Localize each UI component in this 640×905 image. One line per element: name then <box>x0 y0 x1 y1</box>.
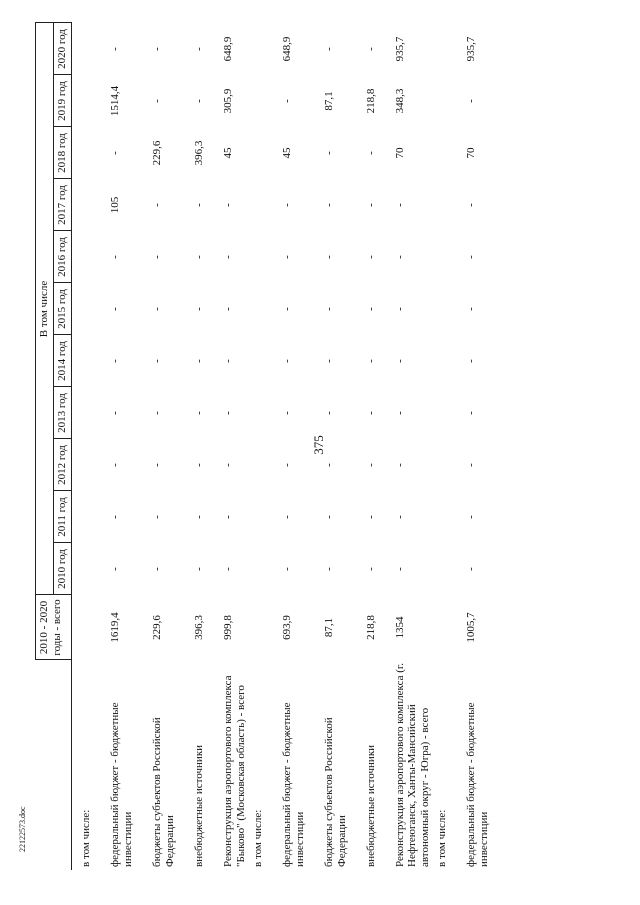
row-value: - <box>465 463 478 467</box>
row-value <box>71 335 94 387</box>
row-value: 70 <box>393 147 406 159</box>
row-value: 648,9 <box>221 36 234 62</box>
row-value: - <box>150 47 163 51</box>
row-value <box>250 23 267 75</box>
table-row <box>250 23 267 870</box>
row-value <box>434 387 451 439</box>
row-value: - <box>393 255 406 259</box>
row-value: 396,3 <box>192 140 205 166</box>
row-label: бюджеты субъектов Российской Федерации <box>322 717 348 867</box>
row-value: 648,9 <box>280 36 293 62</box>
table-row <box>267 23 309 870</box>
investment-table <box>35 22 493 870</box>
row-value: - <box>364 203 377 207</box>
row-value: - <box>108 307 121 311</box>
row-value <box>434 283 451 335</box>
row-label: в том числе: <box>79 809 92 867</box>
row-value: - <box>150 463 163 467</box>
row-value <box>71 127 94 179</box>
row-total: 396,3 <box>192 615 205 640</box>
row-label: федеральный бюджет - бюджетные инвестиции <box>280 702 306 867</box>
row-total: 999,8 <box>221 615 234 640</box>
row-value: - <box>192 255 205 259</box>
table-row <box>179 23 208 870</box>
row-value: - <box>221 255 234 259</box>
row-value: - <box>221 359 234 363</box>
row-value <box>71 179 94 231</box>
header-year: 2019 год <box>53 75 71 127</box>
row-value <box>71 543 94 595</box>
row-value <box>434 127 451 179</box>
row-value <box>434 75 451 127</box>
row-value <box>71 439 94 491</box>
row-value <box>71 231 94 283</box>
row-value: - <box>465 307 478 311</box>
row-value: - <box>465 99 478 103</box>
row-value: - <box>465 411 478 415</box>
row-value: - <box>322 411 335 415</box>
row-value: - <box>393 307 406 311</box>
header-blank-cell <box>36 660 72 870</box>
row-value: - <box>393 515 406 519</box>
row-value <box>250 127 267 179</box>
page-number: 375 <box>310 435 326 455</box>
row-value: - <box>322 47 335 51</box>
header-year: 2018 год <box>53 127 71 179</box>
header-year: 2011 год <box>53 491 71 543</box>
row-label: Реконструкция аэропортового комплекса "Быково" (Московская область) - всего <box>221 675 247 867</box>
row-value <box>71 23 94 75</box>
row-label: в том числе: <box>251 809 264 867</box>
header-year: 2010 год <box>53 543 71 595</box>
row-value: 45 <box>221 147 234 159</box>
document-code: 22122573.doc <box>18 806 27 852</box>
header-year: 2020 год <box>53 23 71 75</box>
row-value: - <box>364 255 377 259</box>
row-value: - <box>280 359 293 363</box>
row-total <box>250 595 267 660</box>
row-value <box>434 491 451 543</box>
table-row <box>380 23 435 870</box>
row-value: - <box>150 255 163 259</box>
row-value: - <box>322 255 335 259</box>
row-label: Реконструкция аэропортового комплекса (г. Нефтеюганск, Ханты-Мансийский автономный округ - Югра) - всего <box>393 663 432 867</box>
row-value: - <box>221 515 234 519</box>
table-header <box>36 23 72 870</box>
row-value <box>71 283 94 335</box>
row-value: 935,7 <box>465 36 478 62</box>
row-label: в том числе: <box>436 809 449 867</box>
row-label: внебюджетные источники <box>364 744 377 867</box>
row-value: - <box>150 203 163 207</box>
row-value: - <box>280 203 293 207</box>
row-value: - <box>393 567 406 571</box>
row-total: 1005,7 <box>465 612 478 643</box>
row-value <box>434 335 451 387</box>
row-value: - <box>364 515 377 519</box>
row-value: - <box>465 203 478 207</box>
row-value: - <box>465 515 478 519</box>
row-total: 693,9 <box>280 615 293 640</box>
row-value: - <box>108 411 121 415</box>
row-value: - <box>280 255 293 259</box>
row-value: - <box>108 359 121 363</box>
row-value: - <box>150 307 163 311</box>
row-value: - <box>393 359 406 363</box>
header-year: 2014 год <box>53 335 71 387</box>
row-value: - <box>322 359 335 363</box>
row-value: - <box>150 515 163 519</box>
row-value <box>434 439 451 491</box>
row-value <box>71 75 94 127</box>
row-value <box>250 439 267 491</box>
header-year: 2017 год <box>53 179 71 231</box>
row-value: 45 <box>280 147 293 159</box>
row-value: - <box>465 255 478 259</box>
row-total: 229,6 <box>150 615 163 640</box>
row-value: - <box>280 411 293 415</box>
row-value: - <box>108 567 121 571</box>
row-value <box>250 543 267 595</box>
row-total <box>434 595 451 660</box>
row-value <box>434 179 451 231</box>
row-value: - <box>393 463 406 467</box>
row-value: - <box>280 515 293 519</box>
header-total-bottom: годы - всего <box>50 599 63 656</box>
row-value: - <box>192 463 205 467</box>
header-year: 2015 год <box>53 283 71 335</box>
row-value: - <box>221 567 234 571</box>
table-row <box>208 23 250 870</box>
row-value: - <box>322 203 335 207</box>
row-value <box>250 335 267 387</box>
row-value: 87,1 <box>322 91 335 111</box>
row-value: - <box>280 307 293 311</box>
row-value: - <box>280 99 293 103</box>
row-value: 305,9 <box>221 88 234 114</box>
row-value <box>250 179 267 231</box>
row-value: 1514,4 <box>108 85 121 117</box>
row-value: - <box>393 411 406 415</box>
row-value <box>250 231 267 283</box>
row-value: - <box>192 307 205 311</box>
table-row <box>71 23 94 870</box>
row-value: - <box>108 463 121 467</box>
row-value: 70 <box>465 147 478 159</box>
row-value: - <box>108 515 121 519</box>
row-value: - <box>192 411 205 415</box>
row-value: - <box>364 463 377 467</box>
table-row <box>95 23 137 870</box>
row-value: - <box>364 47 377 51</box>
row-value <box>434 231 451 283</box>
header-year: 2016 год <box>53 231 71 283</box>
row-value: - <box>150 99 163 103</box>
row-value <box>250 491 267 543</box>
row-value <box>250 283 267 335</box>
row-total: 218,8 <box>364 615 377 640</box>
row-total: 87,1 <box>322 617 335 638</box>
row-value: - <box>322 151 335 155</box>
row-total: 1619,4 <box>108 612 121 643</box>
row-label: внебюджетные источники <box>192 744 205 867</box>
row-value: - <box>364 567 377 571</box>
row-label: федеральный бюджет - бюджетные инвестиции <box>108 702 134 867</box>
table-row <box>309 23 351 870</box>
row-value: 105 <box>108 196 121 214</box>
row-value: - <box>108 151 121 155</box>
row-value: - <box>192 47 205 51</box>
row-value: - <box>280 463 293 467</box>
table-row <box>351 23 380 870</box>
row-value: 348,3 <box>393 88 406 114</box>
row-value: - <box>364 411 377 415</box>
row-value <box>434 543 451 595</box>
row-value: - <box>192 515 205 519</box>
row-value: - <box>322 567 335 571</box>
table-row <box>451 23 493 870</box>
row-value <box>71 491 94 543</box>
row-value: - <box>465 567 478 571</box>
row-label: федеральный бюджет - бюджетные инвестиции <box>465 702 491 867</box>
row-value: - <box>108 47 121 51</box>
row-value: 218,8 <box>364 88 377 114</box>
row-value: - <box>322 307 335 311</box>
row-value: - <box>393 203 406 207</box>
row-value: - <box>221 307 234 311</box>
table-row <box>137 23 179 870</box>
row-total <box>71 595 94 660</box>
header-year: 2012 год <box>53 439 71 491</box>
row-value: - <box>108 255 121 259</box>
table-row <box>434 23 451 870</box>
row-value: - <box>192 359 205 363</box>
row-value: - <box>150 411 163 415</box>
row-value: - <box>364 359 377 363</box>
row-label: бюджеты субъектов Российской Федерации <box>150 717 176 867</box>
rotated-table-area <box>35 25 615 870</box>
row-value: - <box>221 463 234 467</box>
row-value: 935,7 <box>393 36 406 62</box>
row-value: - <box>280 567 293 571</box>
row-value: - <box>192 567 205 571</box>
row-value: - <box>192 203 205 207</box>
row-value <box>434 23 451 75</box>
row-value: - <box>221 203 234 207</box>
row-value: - <box>465 359 478 363</box>
row-value: - <box>192 99 205 103</box>
header-total-top: 2010 - 2020 <box>38 600 50 655</box>
row-value: 229,6 <box>150 140 163 166</box>
row-total: 1354 <box>393 616 406 639</box>
header-total <box>36 595 72 660</box>
row-value: - <box>150 359 163 363</box>
row-value <box>250 387 267 439</box>
header-in-that-number: В том числе <box>36 23 54 595</box>
row-value: - <box>364 151 377 155</box>
row-value: - <box>221 411 234 415</box>
table-body <box>71 23 493 870</box>
header-year: 2013 год <box>53 387 71 439</box>
row-value: - <box>322 463 335 467</box>
row-value <box>71 387 94 439</box>
row-value <box>250 75 267 127</box>
row-value: - <box>150 567 163 571</box>
row-value: - <box>322 515 335 519</box>
row-value: - <box>364 307 377 311</box>
